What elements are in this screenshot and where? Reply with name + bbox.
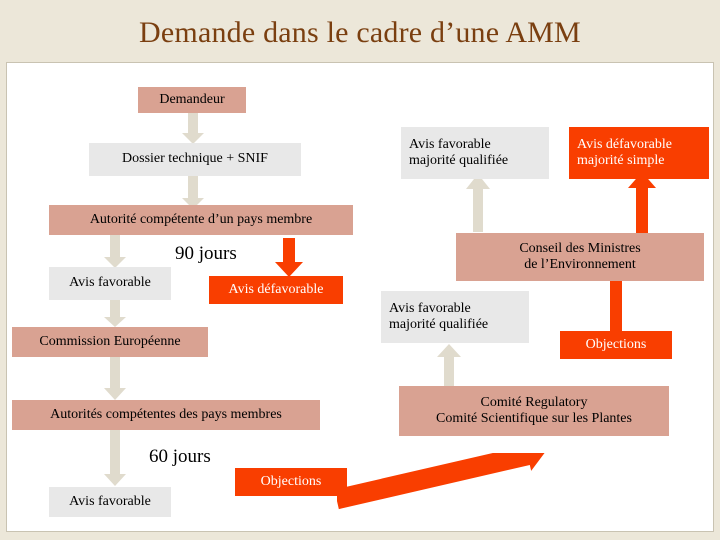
node-avis-favorable-majorite-qualifiee-middle-line1: Avis favorable bbox=[389, 300, 471, 316]
arrow-comite-to-avis-favorable-majorite bbox=[436, 343, 462, 391]
node-avis-defavorable-majorite-simple[interactable] bbox=[569, 127, 709, 179]
label-delai-60-jours: 60 jours bbox=[149, 446, 211, 467]
node-commission-europeenne[interactable]: Commission Européenne bbox=[12, 327, 208, 357]
arrow-autorites-to-avis-favorable-bottom bbox=[103, 430, 127, 487]
arrow-autorite-to-avis-favorable bbox=[103, 235, 127, 269]
arrow-conseil-to-avis-defavorable bbox=[626, 171, 658, 235]
node-avis-favorable-majorite-qualifiee-top-line2: majorité qualifiée bbox=[409, 153, 509, 168]
node-avis-favorable-2[interactable]: Avis favorable bbox=[49, 487, 171, 517]
page-title: Demande dans le cadre d’une AMM bbox=[139, 16, 581, 49]
node-avis-defavorable-1[interactable]: Avis défavorable bbox=[209, 276, 343, 304]
node-avis-defavorable-majorite-simple-line2: majorité simple bbox=[577, 153, 665, 168]
arrow-demandeur-to-dossier bbox=[181, 111, 205, 145]
node-avis-favorable-majorite-qualifiee-middle[interactable] bbox=[381, 291, 529, 343]
node-comite-regulatory-line2: Comité Scientifique sur les Plantes bbox=[436, 411, 632, 426]
node-avis-defavorable-majorite-simple-line1: Avis défavorable bbox=[577, 136, 672, 152]
node-conseil-des-ministres-line2: de l’Environnement bbox=[524, 257, 636, 272]
arrow-commission-to-autorites bbox=[103, 357, 127, 401]
node-comite-regulatory[interactable] bbox=[399, 386, 669, 436]
node-conseil-des-ministres-line1: Conseil des Ministres bbox=[519, 240, 641, 256]
arrow-autorite-to-avis-defavorable bbox=[273, 238, 305, 278]
label-delai-90-jours: 90 jours bbox=[175, 243, 237, 264]
node-conseil-des-ministres[interactable] bbox=[456, 233, 704, 281]
arrow-conseil-to-avis-favorable-majorite bbox=[465, 173, 491, 233]
node-dossier-technique[interactable]: Dossier technique + SNIF bbox=[89, 143, 301, 176]
arrow-avis-favorable-to-commission bbox=[103, 300, 127, 328]
node-autorites-competentes-pays-membres[interactable]: Autorités compétentes des pays membres bbox=[12, 400, 320, 430]
node-comite-regulatory-line1: Comité Regulatory bbox=[480, 394, 588, 410]
node-avis-favorable-majorite-qualifiee-middle-line2: majorité qualifiée bbox=[389, 317, 489, 332]
node-avis-favorable-majorite-qualifiee-top[interactable] bbox=[401, 127, 549, 179]
node-avis-favorable-majorite-qualifiee-top-line1: Avis favorable bbox=[409, 136, 491, 152]
node-avis-favorable-1[interactable]: Avis favorable bbox=[49, 267, 171, 300]
node-autorite-competente-pays-membre[interactable]: Autorité compétente d’un pays membre bbox=[49, 205, 353, 235]
node-objections-1[interactable]: Objections bbox=[235, 468, 347, 496]
diagram-canvas bbox=[6, 62, 714, 532]
arrow-objections-to-comite bbox=[337, 453, 567, 513]
node-demandeur[interactable]: Demandeur bbox=[138, 87, 246, 113]
node-objections-2[interactable]: Objections bbox=[560, 331, 672, 359]
